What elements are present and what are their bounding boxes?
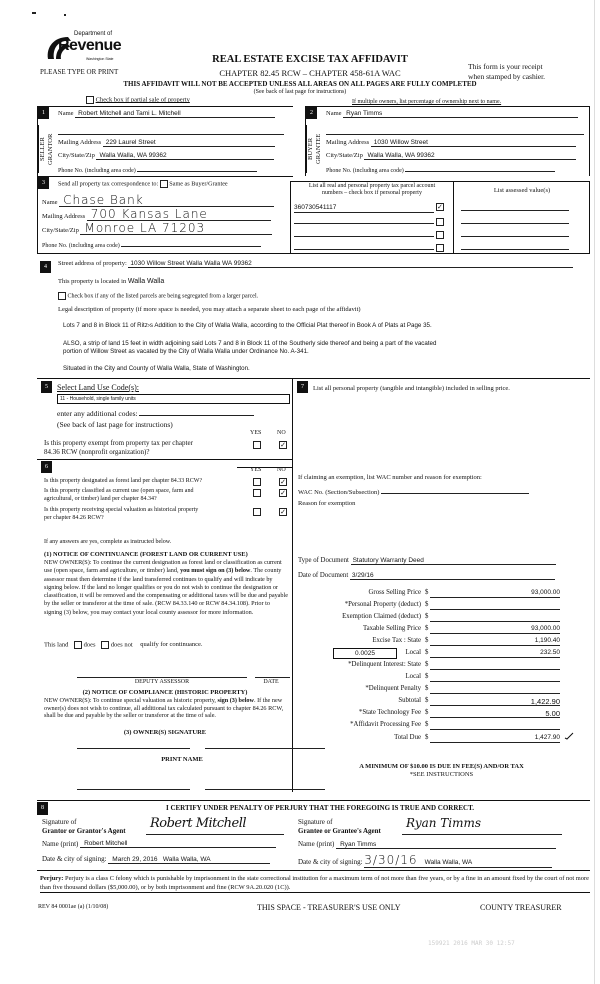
currency-symbol: $ — [425, 649, 429, 656]
parcel-list-section — [290, 181, 590, 254]
buyer-name-line-2[interactable] — [326, 134, 584, 135]
seller-mailing-row — [58, 139, 290, 147]
perjury-divider — [37, 870, 590, 871]
send-correspondence-row — [58, 180, 228, 188]
seller-city-row — [58, 152, 290, 160]
exempt-no-checkbox[interactable]: ✓ — [280, 441, 286, 449]
section-6-divider — [37, 459, 293, 460]
page-edge — [594, 0, 595, 984]
delinquent-interest-local[interactable] — [430, 673, 560, 682]
owner-signature-input-1[interactable] — [77, 748, 190, 749]
cashier-stamp: 159921 2016 MAR 30 12:57 — [428, 940, 515, 947]
parcel-row — [294, 202, 452, 213]
parcel-number[interactable] — [294, 241, 434, 250]
personal-property-area[interactable] — [313, 407, 563, 462]
parcel-row — [294, 241, 452, 252]
wac-input[interactable] — [381, 487, 529, 494]
currency-symbol: $ — [425, 613, 429, 620]
seller-mailing-value[interactable]: 229 Laurel Street — [103, 139, 275, 147]
doc-date-row — [298, 572, 555, 580]
reason-area[interactable] — [298, 510, 578, 555]
logo-dept: Department of — [74, 31, 113, 37]
buyer-mailing-label: Mailing Address — [326, 139, 370, 146]
currency-symbol: $ — [425, 697, 429, 704]
reason-label: Reason for exemption — [298, 500, 356, 507]
subtotal[interactable]: 1,422.90 — [430, 697, 560, 706]
currency-symbol: $ — [425, 625, 429, 632]
tax-row-label: *Affidavit Processing Fee — [350, 721, 421, 728]
partial-sale-label: Check box if partial sale of property — [95, 96, 190, 104]
certify-statement: I CERTIFY UNDER PENALTY OF PERJURY THAT THE FOREGOING IS TRUE AND CORRECT. — [165, 804, 474, 812]
assessed-value-input[interactable] — [461, 223, 569, 224]
currency-symbol: $ — [425, 637, 429, 644]
notice-compliance-title: (2) NOTICE OF COMPLIANCE (HISTORIC PROPERTY) — [82, 689, 248, 696]
grantor-date-value[interactable]: March 29, 2016 Walla Walla, WA — [108, 856, 270, 864]
seller-phone-row — [58, 165, 290, 174]
corr-city-value[interactable]: Monroe LA 71203 — [80, 222, 272, 235]
print-name-input-1[interactable] — [77, 789, 190, 790]
section-2-badge: 2 — [306, 107, 317, 119]
historical-no-checkbox[interactable]: ✓ — [280, 508, 286, 516]
form-subtitle: CHAPTER 82.45 RCW – CHAPTER 458-61A WAC — [219, 68, 401, 78]
grantee-date-value[interactable]: 3/30/16 Walla Walla, WA — [364, 853, 552, 868]
form-title: REAL ESTATE EXCISE TAX AFFIDAVIT — [212, 54, 408, 65]
treasurer-use-label: THIS SPACE - TREASURER'S USE ONLY — [257, 903, 401, 912]
tax-row-label: Total Due — [394, 734, 421, 741]
seller-phone-input[interactable] — [137, 165, 257, 172]
section-8-divider — [37, 800, 590, 801]
additional-codes-row — [57, 408, 254, 418]
segregated-checkbox[interactable] — [58, 292, 66, 300]
current-use-question: Is this property classified as current use (open space, farm and agricultural, or timber) land per chapter 84.34? — [44, 488, 194, 502]
seller-side-label: SELLER GRANTOR — [38, 125, 49, 173]
tax-row-label: Gross Selling Price — [368, 589, 421, 596]
grantee-signature-label: Signature of Grantee or Grantee's Agent — [298, 818, 381, 835]
section-5-badge: 5 — [41, 381, 52, 393]
see-back-note: (See back of last page for instructions) — [253, 89, 347, 95]
this-land-label: This land — [44, 641, 69, 649]
legal-desc-line-1: Lots 7 and 8 in Block 11 of Ritz›s Addition to the City of Walla Walla, according to the Official Plat thereof in Book A of Plats at Page 35. — [63, 322, 432, 329]
parcel-row — [294, 215, 452, 226]
tax-row-label: Subtotal — [398, 697, 421, 704]
tax-row-label: Local — [405, 649, 421, 656]
grantee-name-label: Name (print) — [298, 840, 335, 848]
partial-sale-checkbox[interactable] — [86, 96, 94, 104]
tax-row-label: Local — [405, 673, 421, 680]
street-label: Street address of property: — [58, 260, 127, 267]
tax-row-label: Taxable Selling Price — [362, 625, 421, 632]
grantee-date-label: Date & city of signing: — [298, 858, 363, 866]
assessed-value-input[interactable] — [461, 210, 569, 211]
seller-city-value[interactable]: Walla Walla, WA 99362 — [96, 152, 274, 160]
buyer-mailing-row — [326, 139, 586, 147]
forest-land-question: Is this property designated as forest land per chapter 84.33 RCW? — [44, 478, 203, 484]
deputy-assessor-signature[interactable] — [77, 677, 247, 678]
corr-phone-input[interactable] — [121, 240, 261, 247]
personal-property-checkbox[interactable] — [436, 218, 444, 226]
legal-desc-line-3: Situated in the City and County of Walla Walla, State of Washington. — [63, 365, 250, 372]
located-label: This property is located in — [58, 278, 127, 285]
seller-city-label: City/State/Zip — [58, 152, 95, 159]
doc-type-row — [298, 557, 556, 565]
dor-logo — [44, 31, 124, 65]
tax-row-label: *State Technology Fee — [358, 709, 421, 716]
parcel-number[interactable]: 360730541117 — [294, 204, 434, 213]
corr-mailing-label: Mailing Address — [42, 213, 86, 220]
tax-row-label: *Personal Property (deduct) — [344, 601, 421, 608]
taxable-selling-price[interactable]: 93,000.00 — [430, 625, 560, 634]
qualify-label: qualify for continuance. — [140, 641, 203, 649]
parcel-header: List all real and personal property tax parcel account numbers – check box if personal property — [308, 183, 436, 196]
section-6-badge: 6 — [41, 461, 52, 473]
s5-no-header: NO — [277, 430, 286, 436]
same-as-buyer-label: Same as Buyer/Grantee — [169, 180, 228, 188]
seller-mailing-label: Mailing Address — [58, 139, 102, 146]
historical-question: Is this property receiving special valuation as historical property per chapter 84.26 RCW? — [44, 507, 199, 521]
print-name-label: PRINT NAME — [161, 756, 203, 763]
personal-property-checkbox[interactable] — [436, 244, 444, 252]
gross-selling-price[interactable]: 93,000.00 — [430, 589, 560, 598]
grantee-signature-field[interactable] — [402, 818, 562, 835]
located-value[interactable]: Walla Walla — [127, 278, 165, 285]
personal-property-label: List all personal property (tangible and intangible) included in selling price. — [313, 385, 510, 392]
warning-banner: THIS AFFIDAVIT WILL NOT BE ACCEPTED UNLESS ALL AREAS ON ALL PAGES ARE FULLY COMPLETED — [123, 80, 477, 88]
date-label: DATE — [263, 679, 279, 685]
checkmark-icon — [564, 732, 574, 740]
exemption-label: If claiming an exemption, list WAC number and reason for exemption: — [298, 474, 482, 481]
parcel-number[interactable] — [294, 215, 434, 224]
tax-row-label: Excise Tax : State — [372, 637, 421, 644]
grantee-name-row — [298, 840, 556, 849]
seller-phone-label: Phone No. (including area code) — [58, 168, 136, 174]
owner-signature-label: (3) OWNER(S) SIGNATURE — [123, 729, 207, 736]
segregated-label: Check box if any of the listed parcels are being segregated from a larger parcel. — [67, 293, 259, 300]
grantor-signature-label: Signature of Grantor or Grantor's Agent — [42, 818, 126, 835]
s6-no-header: NO — [277, 467, 286, 473]
multiple-owners-note: If multiple owners, list percentage of ownership next to name. — [352, 99, 502, 105]
section-4-badge: 4 — [40, 261, 51, 273]
receipt-note-1: This form is your receipt — [468, 62, 543, 71]
currency-symbol: $ — [425, 721, 429, 728]
does-not-label: does not — [110, 641, 133, 649]
corr-mailing-row — [42, 208, 271, 221]
assessed-header: List assessed value(s) — [493, 187, 551, 194]
partial-sale-row — [86, 96, 190, 104]
corr-name-row — [42, 194, 274, 207]
same-as-buyer-checkbox[interactable] — [160, 180, 168, 188]
current-use-no-checkbox[interactable]: ✓ — [280, 489, 286, 497]
grantor-name-label: Name (print) — [42, 840, 79, 848]
land-use-select[interactable]: 11 - Household, single family units — [57, 394, 290, 404]
receipt-note-2: when stamped by cashier. — [468, 72, 546, 81]
please-type: PLEASE TYPE OR PRINT — [40, 68, 119, 76]
doc-date-label: Date of Document — [298, 572, 349, 579]
buyer-phone-input[interactable] — [405, 165, 555, 172]
assessed-value-input[interactable] — [461, 249, 569, 250]
logo-state: Washington State — [86, 57, 114, 61]
left-column-box — [37, 378, 293, 792]
seller-grantor-section — [37, 106, 293, 176]
notice-compliance-body: NEW OWNER(S): To continue special valuation as historic property, sign (3) below. If the new owner(s) does not wish to continue, all additional tax calculated pursuant to chapter 84.26 RCW, shall be due and payable by the seller or transferor at the time of sale. — [44, 697, 284, 719]
section-7-badge: 7 — [297, 381, 308, 393]
section-3-badge: 3 — [38, 177, 49, 189]
local-rate-box[interactable]: 0.0025 — [333, 648, 397, 659]
current-use-yes-checkbox[interactable] — [253, 489, 261, 497]
total-due[interactable]: 1,427.90 — [430, 734, 560, 743]
additional-codes-input[interactable] — [139, 408, 254, 416]
assessed-value-input[interactable] — [461, 236, 569, 237]
currency-symbol: $ — [425, 709, 429, 716]
minimum-due-note: A MINIMUM OF $10.00 IS DUE IN FEE(S) AND/OR TAX — [359, 763, 524, 770]
grantor-name-row — [42, 840, 276, 848]
doc-date-value[interactable]: 3/29/16 — [350, 572, 555, 580]
buyer-city-value[interactable]: Walla Walla, WA 99362 — [364, 152, 576, 160]
select-land-use-label: Select Land Use Code(s): — [57, 383, 139, 392]
scan-mark — [32, 12, 36, 14]
s6-yes-header: YES — [250, 467, 262, 473]
see-instructions-note: *SEE INSTRUCTIONS — [409, 771, 474, 778]
tax-row-label: Exemption Claimed (deduct) — [342, 613, 421, 620]
corr-name-label: Name — [42, 199, 58, 206]
seller-name-value[interactable]: Robert Mitchell and Tami L. Mitchell — [75, 110, 275, 118]
buyer-phone-label: Phone No. (including area code) — [326, 168, 404, 174]
logo-name: Revenue — [58, 37, 122, 54]
street-value[interactable]: 1030 Willow Street Walla Walla WA 99362 — [128, 260, 573, 268]
forest-no-checkbox[interactable]: ✓ — [280, 478, 286, 486]
parcel-row — [294, 228, 452, 239]
located-row — [58, 278, 164, 285]
segregated-row — [58, 292, 258, 300]
corr-phone-label: Phone No. (including area code) — [42, 243, 120, 249]
corr-phone-row — [42, 240, 261, 249]
land-use-see-back: (See back of last page for instructions) — [57, 420, 173, 429]
historical-yes-checkbox[interactable] — [253, 508, 261, 516]
notice-continuance-title: (1) NOTICE OF CONTINUANCE (FOREST LAND OR CURRENT USE) — [44, 551, 248, 558]
buyer-side-label: BUYER GRANTEE — [306, 125, 317, 173]
exempt-yes-checkbox[interactable] — [253, 441, 261, 449]
delinquent-interest-state[interactable] — [430, 661, 560, 670]
right-column-box — [293, 378, 590, 792]
buyer-name-label: Name — [326, 110, 342, 117]
wac-row — [298, 487, 529, 496]
form-id: REV 84 0001ae (a) (1/10/08) — [38, 904, 109, 910]
does-checkbox[interactable] — [74, 641, 82, 649]
grantor-date-label: Date & city of signing: — [42, 855, 107, 863]
currency-symbol: $ — [425, 661, 429, 668]
currency-symbol: $ — [425, 673, 429, 680]
perjury-notice: Perjury: Perjury is a class C felony which is punishable by imprisonment in the state correctional institution for a maximum term of not more than five years, or by a fine in an amount fixed by the court of not more than five thousand dollars ($5,000.00), or by both imprisonment and fine (RCW 9A.20.020 (1C)). — [40, 875, 589, 891]
buyer-mailing-value[interactable]: 1030 Willow Street — [371, 139, 576, 147]
grantee-date-row — [298, 853, 552, 868]
corr-city-row — [42, 222, 272, 235]
grantee-signature: Ryan Timms — [406, 816, 482, 830]
street-address-row — [58, 260, 573, 268]
wac-label: WAC No. (Section/Subsection) — [298, 489, 380, 496]
scan-mark — [64, 14, 66, 16]
corr-mailing-value[interactable]: 700 Kansas Lane — [87, 208, 271, 221]
does-not-checkbox[interactable] — [101, 641, 109, 649]
corr-name-value[interactable]: Chase Bank — [59, 194, 274, 207]
deputy-assessor-label: DEPUTY ASSESSOR — [134, 679, 190, 685]
buyer-name-row — [326, 110, 586, 118]
assessor-date-input[interactable] — [255, 677, 290, 678]
personal-property-checkbox[interactable] — [436, 231, 444, 239]
buyer-city-label: City/State/Zip — [326, 152, 363, 159]
excise-tax-state[interactable]: 1,190.40 — [430, 637, 560, 646]
forest-yes-checkbox[interactable] — [253, 478, 261, 486]
currency-symbol: $ — [425, 734, 429, 741]
grantor-name-value[interactable]: Robert Mitchell — [80, 840, 276, 848]
buyer-city-row — [326, 152, 586, 160]
parcel-number[interactable] — [294, 228, 434, 237]
doc-type-label: Type of Document — [298, 557, 349, 564]
legal-desc-line-2b: portion of Willow Street as vacated by the City of Walla Walla under Ordinance No. A-341. — [63, 348, 309, 355]
send-label: Send all property tax correspondence to: — [58, 180, 159, 188]
personal-property-checkbox[interactable]: ✓ — [436, 203, 443, 212]
grantor-signature-field[interactable] — [146, 818, 284, 835]
notice-continuance-body: NEW OWNER(S): To continue the current designation as forest land or classification as current use (open space, farm and agriculture, or timber) land, you must sign on (3) below. The county assessor must then determine if the land transferred continues to qualify and will indicate by signing below. If the land no longer qualifies or you do not wish to continue the designation or classification, it will be removed and the compensating or additional taxes will be due and payable by the seller or transferor at the time of sale. (RCW 84.33.140 or RCW 84.34.108). Prior to signing (3) below, you may contact your local county assessor for more information. — [44, 559, 288, 616]
delinquent-penalty[interactable] — [430, 685, 560, 694]
tax-correspondence-section — [37, 176, 293, 254]
seller-name-line-2[interactable] — [58, 134, 284, 135]
corr-city-label: City/State/Zip — [42, 227, 79, 234]
tax-row-label: *Delinquent Interest: State — [348, 661, 421, 668]
grantor-signature: Robert Mitchell — [150, 816, 247, 831]
seller-name-row — [58, 110, 290, 118]
if-yes-note: If any answers are yes, complete as instructed below. — [44, 539, 172, 545]
grantee-name-value[interactable]: Ryan Timms — [336, 841, 556, 849]
currency-symbol: $ — [425, 601, 429, 608]
county-treasurer-label: COUNTY TREASURER — [480, 903, 562, 912]
tax-row-label: *Delinquent Penalty — [365, 685, 421, 692]
section-8-badge: 8 — [37, 802, 48, 815]
doc-type-value[interactable]: Statutory Warranty Deed — [351, 557, 556, 565]
additional-codes-label: enter any additional codes: — [57, 409, 138, 418]
legal-desc-line-2a: ALSO, a strip of land 15 feet in width adjoining said Lots 7 and 8 in Block 11 of the Southerly side thereof and being a part of the vacated — [63, 340, 437, 347]
grantor-date-row — [42, 855, 270, 864]
exempt-question: Is this property exempt from property tax per chapter 84.36 RCW (nonprofit organization)? — [44, 439, 193, 456]
buyer-grantee-section — [305, 106, 590, 176]
does-label: does — [83, 641, 96, 649]
personal-property-deduct[interactable] — [430, 601, 560, 610]
section-1-badge: 1 — [38, 107, 49, 119]
state-technology-fee[interactable]: 5.00 — [430, 709, 560, 718]
buyer-name-value[interactable]: Ryan Timms — [343, 110, 578, 118]
currency-symbol: $ — [425, 685, 429, 692]
affidavit-processing-fee[interactable] — [430, 721, 560, 730]
s5-yes-header: YES — [250, 430, 262, 436]
seller-name-label: Name — [58, 110, 74, 117]
buyer-phone-row — [326, 165, 586, 174]
exemption-claimed-deduct[interactable] — [430, 613, 560, 622]
excise-tax-local[interactable]: 232.50 — [430, 649, 560, 658]
section-7-divider — [237, 467, 293, 468]
currency-symbol: $ — [425, 589, 429, 596]
legal-desc-label: Legal description of property (if more space is needed, you may attach a separate sheet to each page of the affidavit) — [58, 306, 361, 313]
continuance-row — [44, 641, 203, 649]
